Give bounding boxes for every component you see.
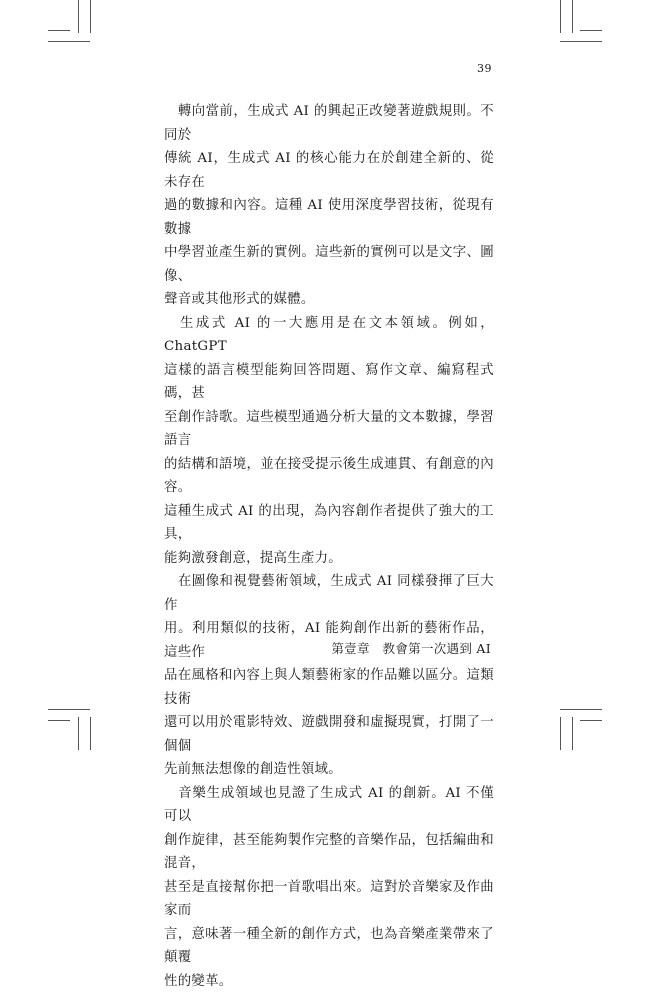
- text-line: 品在風格和內容上與人類藝術家的作品難以區分。這類技術: [164, 668, 494, 707]
- crop-mark-bottom-right-vertical-inner: [572, 717, 573, 750]
- crop-mark-bottom-left-vertical-inner: [78, 717, 79, 750]
- crop-mark-bottom-right-vertical: [560, 717, 561, 750]
- text-line: 傳統 AI，生成式 AI 的核心能力在於創建全新的、從未存在: [164, 151, 494, 190]
- crop-mark-bottom-right-horizontal: [560, 709, 602, 710]
- text-line: 言，意味著一種全新的創作方式，也為音樂產業帶來了顛覆: [164, 927, 494, 966]
- crop-mark-top-left-vertical-inner: [78, 0, 79, 33]
- paragraph-text-domain: [164, 312, 494, 571]
- body-text: [164, 100, 494, 993]
- crop-mark-bottom-left-vertical: [90, 717, 91, 750]
- text-line: 甚至是直接幫你把一首歌唱出來。這對於音樂家及作曲家而: [164, 880, 494, 919]
- text-line: 至創作詩歌。這些模型通過分析大量的文本數據，學習語言: [164, 410, 494, 449]
- text-line: 音樂生成領域也見證了生成式 AI 的創新。AI 不僅可以: [164, 786, 494, 825]
- text-line: 先前無法想像的創造性領域。: [164, 762, 342, 777]
- crop-mark-top-right-vertical-inner: [572, 0, 573, 33]
- crop-mark-top-left-horizontal-inner: [48, 30, 70, 31]
- text-line: 生成式 AI 的一大應用是在文本領域。例如，ChatGPT: [164, 316, 494, 355]
- crop-mark-bottom-left-horizontal-inner: [48, 720, 70, 721]
- page-number: 39: [462, 62, 492, 75]
- text-line: 這種生成式 AI 的出現，為內容創作者提供了強大的工具，: [164, 504, 494, 543]
- crop-mark-top-left-horizontal: [48, 41, 90, 42]
- text-line: 中學習並產生新的實例。這些新的實例可以是文字、圖像、: [164, 245, 494, 284]
- text-line: 還可以用於電影特效、遊戲開發和虛擬現實，打開了一個個: [164, 715, 494, 754]
- text-line: 過的數據和內容。這種 AI 使用深度學習技術，從現有數據: [164, 198, 494, 237]
- crop-mark-top-right-vertical: [560, 0, 561, 33]
- chapter-footer: 第壹章 教會第一次遇到 AI: [300, 639, 491, 657]
- text-line: 用。利用類似的技術，AI 能夠創作出新的藝術作品，這些作: [164, 621, 494, 660]
- crop-mark-bottom-right-horizontal-inner: [580, 720, 602, 721]
- text-line: 這樣的語言模型能夠回答問題、寫作文章、編寫程式碼，甚: [164, 363, 494, 402]
- paragraph-music: [164, 782, 494, 993]
- text-line: 聲音或其他形式的媒體。: [164, 292, 315, 307]
- crop-mark-top-right-horizontal-inner: [580, 30, 602, 31]
- text-line: 性的變革。: [164, 974, 232, 989]
- crop-mark-bottom-left-horizontal: [48, 709, 90, 710]
- paragraph-generative-ai-intro: [164, 100, 494, 312]
- crop-mark-top-left-vertical: [90, 0, 91, 33]
- text-line: 的結構和語境，並在接受提示後生成連貫、有創意的內容。: [164, 457, 494, 496]
- crop-mark-top-right-horizontal: [560, 41, 602, 42]
- text-line: 能夠激發創意，提高生產力。: [164, 551, 342, 566]
- text-line: 創作旋律，甚至能夠製作完整的音樂作品，包括編曲和混音，: [164, 833, 494, 872]
- text-line: 在圖像和視覺藝術領域，生成式 AI 同樣發揮了巨大作: [164, 574, 494, 613]
- text-line: 轉向當前，生成式 AI 的興起正改變著遊戲規則。不同於: [164, 104, 494, 143]
